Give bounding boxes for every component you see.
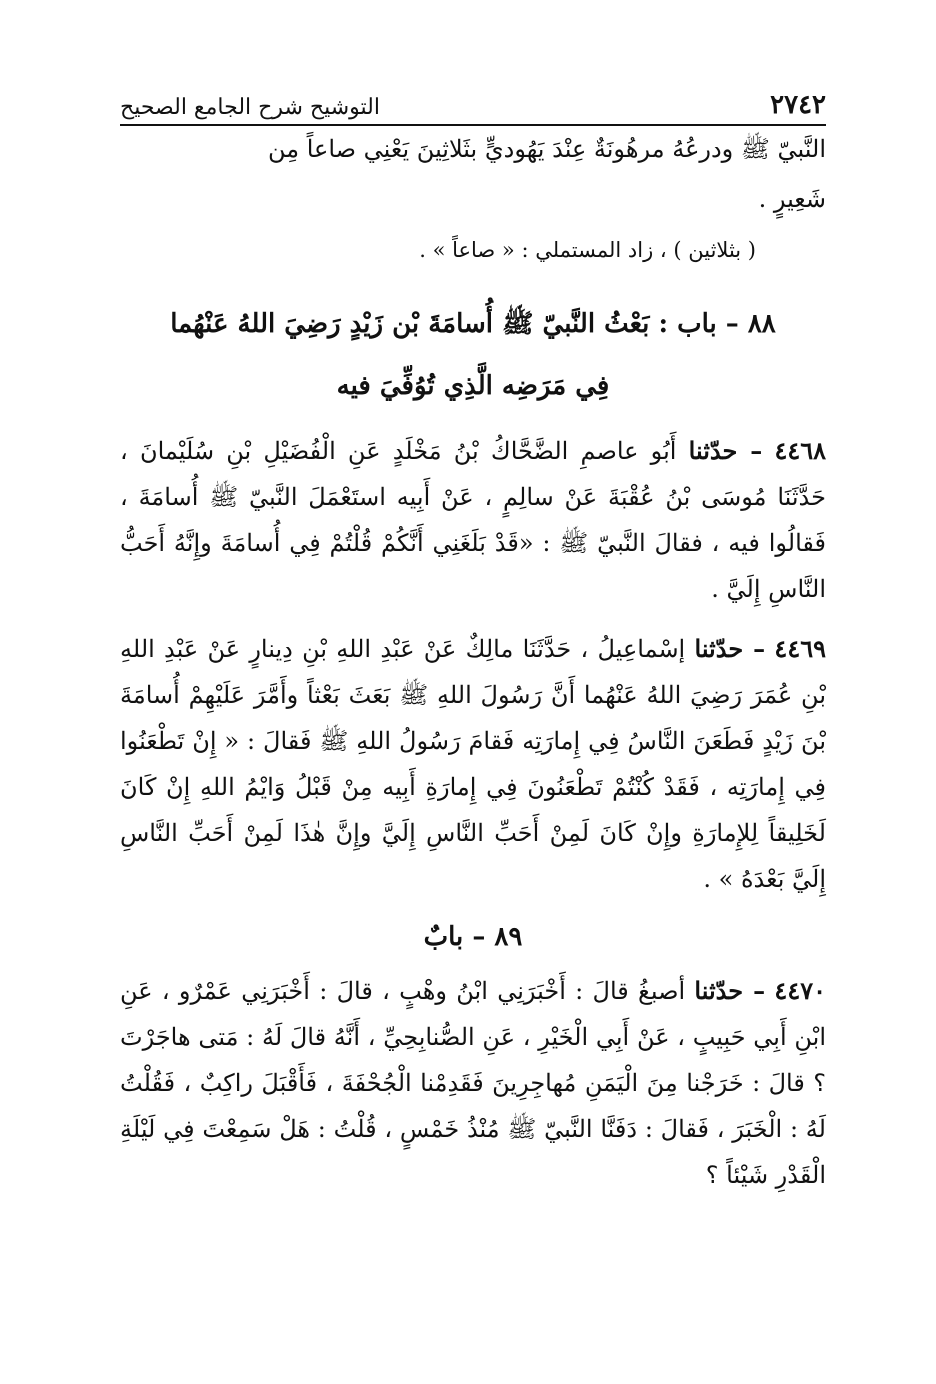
chapter-88-title-line-2: فِي مَرَضِه الَّذِي تُوُفِّيَ فيه — [336, 371, 610, 401]
page-header — [120, 80, 826, 126]
hadith-number: ٤٤٦٨ — [774, 436, 826, 465]
book-page — [120, 80, 826, 1198]
hadith-4469 — [120, 626, 826, 902]
hadith-text: أَبُو عاصمِ الضَّحَّاكُ بْنُ مَخْلَدٍ عَنِ الْفُضَيْلِ بْنِ سُلَيْمانَ ، حَدَّثَنَا مُوسَى بْنُ عُقْبَةَ عَنْ سالِمٍ ، عَنْ أَبِيه استَعْمَلَ النَّبيّ ﷺ أُسامَةَ ، فَقالُوا فيه ، فقالَ النَّبيّ ﷺ : «قَدْ بَلَغَنِي أَنَّكُمْ قُلْتُمْ فِي أُسامَةَ وإِنَّهُ أَحَبُّ النَّاسِ إِلَيَّ . — [120, 437, 826, 603]
chapter-88-heading — [120, 296, 826, 414]
chapter-89-heading: ٨٩ – بابٌ — [423, 922, 523, 952]
hadith-lead: – حدّثنا — [694, 634, 766, 663]
hadith-lead: – حدّثنا — [694, 976, 766, 1005]
hadith-number: ٤٤٧٠ — [774, 976, 826, 1005]
commentary-note: ( بثلاثين ) ، زاد المستملي : « صاعاً » . — [419, 238, 756, 262]
hadith-text: أصبغُ قالَ : أَخْبَرَنِي ابْنُ وهْبٍ ، قالَ : أَخْبَرَنِي عَمْرٌو ، عَنِ ابْنِ أَبِي حَبِيبٍ ، عَنْ أَبِي الْخَيْرِ ، عَنِ الصُّنابِحِيِّ ، أَنَّهُ قالَ لَهُ : مَتى هاجَرْتَ ؟ قالَ : خَرَجْنا مِنَ الْيَمَنِ مُهاجِرِينَ فَقَدِمْنا الْجُحْفَةَ ، فَأَقْبَلَ راكِبٌ ، فَقُلْتُ لَهُ : الْخَبَرَ ، فَقالَ : دَفَنَّا النَّبيّ ﷺ مُنْذُ خَمْسٍ ، قُلْتُ : هَلْ سَمِعْتَ فِي لَيْلَةِ الْقَدْرِ شَيْئاً ؟ — [120, 977, 827, 1189]
hadith-lead: – حدّثنا — [688, 436, 763, 465]
running-title: التوشيح شرح الجامع الصحيح — [120, 95, 380, 120]
continued-line-2: شَعِيرٍ . — [758, 185, 826, 213]
chapter-88-title-line-1: ٨٨ – باب : بَعْثُ النَّبيّ ﷺ أُسامَةَ بْن زَيْدٍ رَضِيَ اللهُ عَنْهُما — [170, 309, 776, 339]
page-number: ٢٧٤٢ — [770, 90, 826, 120]
hadith-number: ٤٤٦٩ — [774, 634, 826, 663]
hadith-4470 — [120, 968, 826, 1198]
hadith-4468 — [120, 428, 826, 612]
continued-text — [120, 126, 826, 222]
continued-line-1: النَّبيّ ﷺ ودرعُهُ مرهُونَةٌ عِنْدَ يَهُوديٍّ بثَلاثِينَ يَعْنِي صاعاً مِن — [267, 135, 826, 163]
hadith-text: إسْماعِيلُ ، حَدَّثَنَا مالِكٌ عَنْ عَبْدِ اللهِ بْنِ دِينارٍ عَنْ عَبْدِ اللهِ بْنِ عُمَرَ رَضِيَ اللهُ عَنْهُما أَنَّ رَسُولَ اللهِ ﷺ بَعَثَ بَعْثاً وأَمَّرَ عَلَيْهِمْ أُسامَةَ بْنَ زَيْدٍ فَطَعَنَ النَّاسُ فِي إِمارَتِه فَقامَ رَسُولُ اللهِ ﷺ فَقالَ : « إِنْ تَطْعَنُوا فِي إِمارَتِه ، فَقَدْ كُنْتُمْ تَطْعَنُونَ فِي إِمارَةِ أَبِيه مِنْ قَبْلُ وَايْمُ اللهِ إِنْ كَانَ لَخَلِيقاً لِلإِمارَةِ وإِنْ كَانَ لَمِنْ أَحَبِّ النَّاسِ إِلَيَّ وإِنَّ هٰذَا لَمِنْ أَحَبِّ النَّاسِ إِلَيَّ بَعْدَهُ » . — [120, 635, 826, 893]
